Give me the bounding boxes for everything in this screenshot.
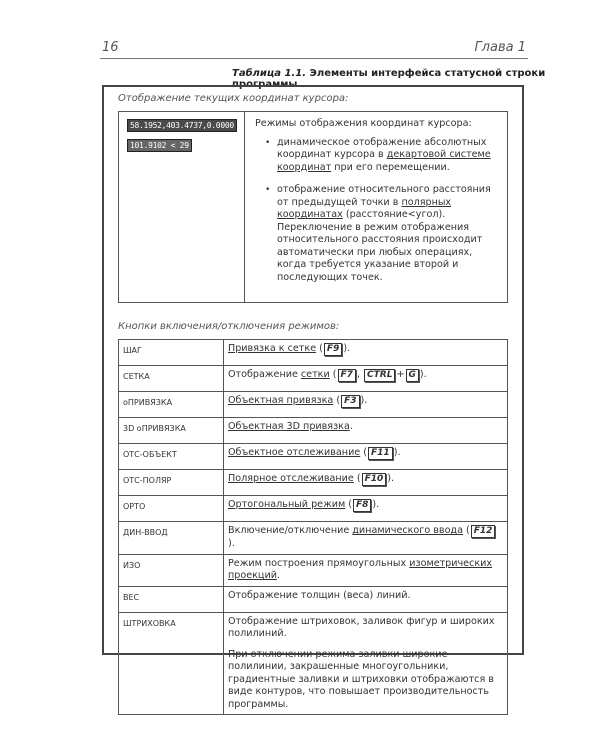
table-caption-text: Элементы интерфейса статусной строки программы — [232, 68, 546, 90]
key-badge: CTRL — [364, 369, 395, 382]
mode-description-cell — [224, 418, 508, 444]
chapter-title: Глава 1 — [474, 40, 526, 55]
mode-name-cell: ОТС-ПОЛЯР — [119, 470, 224, 496]
description-text: ). — [419, 369, 427, 380]
description-link[interactable]: Привязка к сетке — [228, 343, 317, 354]
description-text: Отображение толщин (веса) линий. — [228, 589, 411, 601]
list-item — [255, 137, 500, 175]
bullet-icon: • — [265, 137, 271, 148]
description-text: Отображение — [228, 369, 301, 380]
table-row — [119, 366, 508, 392]
mode-description-cell — [224, 340, 508, 366]
modes-table — [118, 339, 508, 715]
description-link[interactable]: изометрических проекций — [228, 557, 493, 581]
description-text: ). — [228, 538, 235, 549]
description-link[interactable]: Объектная привязка — [228, 395, 334, 406]
mode-description-cell — [224, 392, 508, 418]
description-text: ). — [360, 395, 368, 406]
mode-description-cell — [224, 586, 508, 612]
bullet-text: при его перемещении. — [331, 161, 450, 173]
key-badge: F10 — [362, 473, 387, 486]
description-text: ). — [343, 343, 351, 354]
description-text: ( — [316, 343, 323, 354]
table-row — [119, 586, 508, 612]
description-text: ). — [393, 447, 401, 458]
description-text: Режим построения прямоугольных — [228, 557, 410, 569]
description-text: Включение/отключение — [228, 525, 353, 536]
key-separator: , — [356, 369, 364, 380]
description-text: ( — [345, 499, 352, 510]
table-row — [119, 470, 508, 496]
description-text: ( — [353, 473, 361, 484]
mode-name-cell: ОТС-ОБЪЕКТ — [119, 444, 224, 470]
table-row — [119, 340, 508, 366]
mode-description-cell — [224, 470, 508, 496]
table-caption-prefix: Таблица 1.1. — [232, 68, 307, 79]
mode-description-cell — [224, 366, 508, 392]
mode-name-cell: ШТРИХОВКА — [119, 612, 224, 715]
hatch-description-2: При отключении режима заливки широкие полилинии, закрашенные многоугольники, градиентные заливки и штриховки отображаются в виде контуров, что повышает производительность программы. — [228, 648, 494, 710]
key-badge: F12 — [471, 525, 496, 538]
mode-name-cell: СЕТКА — [119, 366, 224, 392]
table-row — [119, 522, 508, 555]
table-frame — [102, 85, 524, 710]
bullet-text: отображение относительного расстояния от предыдущей точки в — [277, 184, 491, 208]
relative-coordinates-display: 101.9102 < 29 — [127, 139, 192, 152]
description-link[interactable]: динамического ввода — [352, 525, 463, 536]
description-text: . — [276, 570, 280, 581]
bullet-text: динамическое отображение абсолютных координат курсора в — [277, 136, 487, 160]
cartesian-link[interactable]: декартовой системе координат — [277, 149, 491, 173]
table-row — [119, 444, 508, 470]
description-text: ( — [333, 395, 341, 406]
bullet-text: (расстояние<угол). Переключение в режим отображения относительного расстояния происходит автоматически при любых операциях, когда требуется указание второй и последующих точек. — [277, 209, 483, 283]
key-badge: G — [406, 369, 419, 382]
description-link[interactable]: сетки — [300, 369, 330, 380]
mode-name-cell: ОРТО — [119, 496, 224, 522]
hatch-description-1: Отображение штриховок, заливок фигур и широких полилиний. — [228, 615, 495, 639]
coordinate-modes-lead: Режимы отображения координат курсора: — [255, 118, 472, 129]
description-text: . — [349, 421, 353, 432]
cursor-section-title: Отображение текущих координат курсора: — [118, 93, 349, 104]
cursor-coordinates-block — [118, 111, 508, 303]
coordinate-sample-cell — [119, 112, 245, 302]
description-text: ( — [360, 447, 368, 458]
polar-link[interactable]: полярных координатах — [277, 196, 452, 220]
list-item — [255, 184, 500, 284]
key-badge: F11 — [368, 447, 393, 460]
absolute-coordinates-display: 58.1952,403.4737,0.0000 — [127, 119, 237, 132]
mode-name-cell: 3D оПРИВЯЗКА — [119, 418, 224, 444]
key-badge: F8 — [353, 499, 371, 512]
mode-name-cell: ДИН-ВВОД — [119, 522, 224, 555]
key-badge: F9 — [324, 343, 342, 356]
description-text: ). — [372, 499, 380, 510]
mode-description-cell — [224, 444, 508, 470]
bullet-icon: • — [265, 185, 271, 195]
description-link[interactable]: Объектное отслеживание — [228, 447, 361, 458]
mode-description-cell — [224, 496, 508, 522]
table-row — [119, 392, 508, 418]
mode-description-cell — [224, 522, 508, 555]
coordinate-modes-description — [255, 118, 500, 294]
mode-description-cell — [224, 612, 508, 715]
table-row — [119, 496, 508, 522]
key-separator: + — [396, 369, 405, 380]
mode-name-cell: ШАГ — [119, 340, 224, 366]
description-link[interactable]: Объектная 3D привязка — [228, 421, 350, 432]
mode-name-cell: ИЗО — [119, 554, 224, 586]
header-rule — [100, 58, 528, 59]
table-row — [119, 418, 508, 444]
description-link[interactable]: Полярное отслеживание — [228, 473, 354, 484]
table-row — [119, 612, 508, 715]
mode-name-cell: оПРИВЯЗКА — [119, 392, 224, 418]
key-badge: F3 — [341, 395, 359, 408]
page-number: 16 — [102, 40, 119, 55]
description-text: ( — [329, 369, 337, 380]
description-link[interactable]: Ортогональный режим — [228, 499, 346, 510]
description-text: ). — [387, 473, 395, 484]
mode-name-cell: ВЕС — [119, 586, 224, 612]
modes-section-title: Кнопки включения/отключения режимов: — [118, 321, 340, 332]
key-badge: F7 — [338, 369, 356, 382]
mode-description-cell — [224, 554, 508, 586]
table-row — [119, 554, 508, 586]
description-text: ( — [462, 525, 470, 536]
